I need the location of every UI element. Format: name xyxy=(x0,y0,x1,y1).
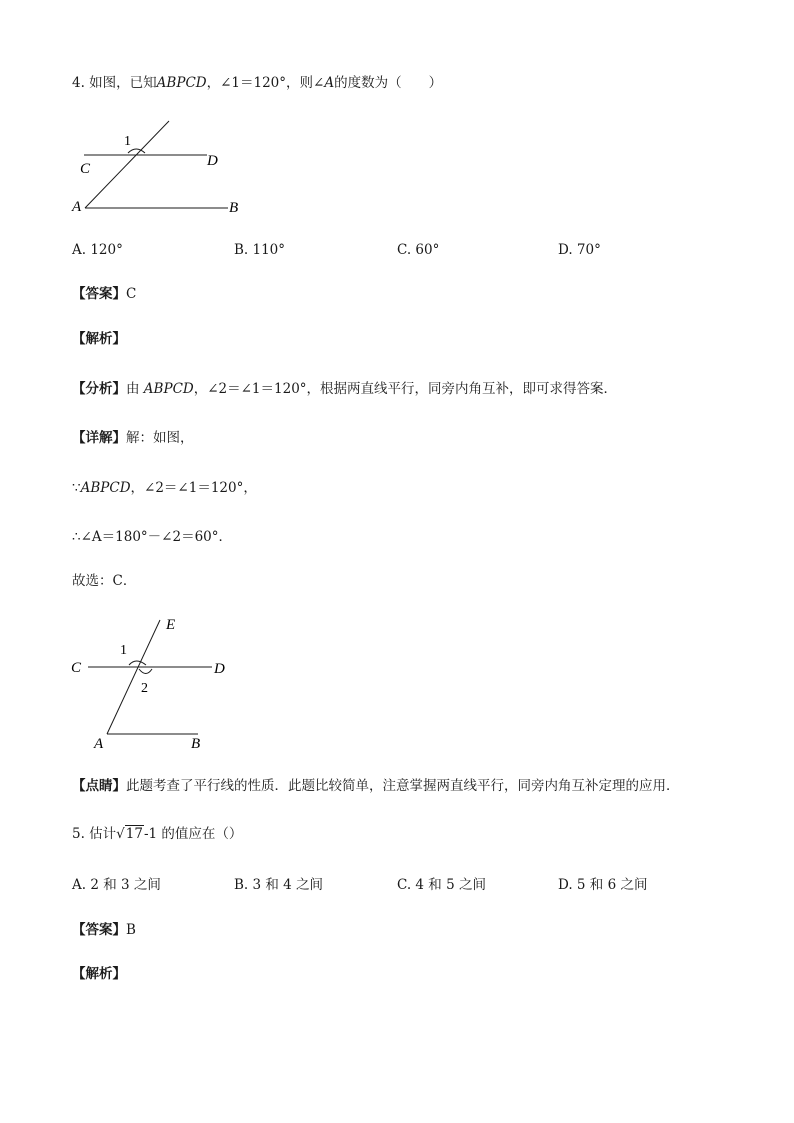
fenxi-ab: AB xyxy=(143,381,164,397)
detail-text: 解：如图， xyxy=(126,430,194,446)
q4-option-d: D. 70° xyxy=(558,242,601,258)
q5-option-a: A. 2 和 3 之间 xyxy=(72,877,161,893)
label-one: 1 xyxy=(124,134,131,149)
fenxi-pre: 由 xyxy=(126,381,144,397)
label-e: E xyxy=(166,617,176,633)
fenxi-cd: CD xyxy=(172,381,194,397)
label-b-2: B xyxy=(191,736,201,752)
fenxi-tag: 【分析】 xyxy=(72,381,126,397)
q5-answer-value: B xyxy=(126,922,136,938)
angle-1-arc xyxy=(128,149,145,153)
q5-analysis-heading xyxy=(72,965,126,983)
answer-value: C xyxy=(126,286,137,302)
q4-stem xyxy=(72,74,442,92)
q4-stem-ab: AB xyxy=(156,75,177,91)
angle-2-arc xyxy=(139,669,152,674)
label-d-2: D xyxy=(214,661,225,677)
radical-sign: √ xyxy=(116,826,125,842)
q4-stem-a: A xyxy=(324,75,335,91)
q4-option-c: C. 60° xyxy=(397,242,440,258)
q5-option-c: C. 4 和 5 之间 xyxy=(397,877,486,893)
sqrt-symbol xyxy=(116,825,144,843)
label-two: 2 xyxy=(141,681,148,696)
q5-analysis-tag: 【解析】 xyxy=(72,966,126,982)
comment-text: 此题考查了平行线的性质．此题比较简单，注意掌握两直线平行，同旁内角互补定理的应用． xyxy=(126,778,680,794)
q5-radicand: 17 xyxy=(125,826,143,842)
q5-stem-prefix: 5. 估计 xyxy=(72,826,117,842)
angle-1-arc-2 xyxy=(129,661,146,665)
q4-choose-line: 故选：C． xyxy=(72,573,137,589)
q5-answer-tag: 【答案】 xyxy=(72,922,126,938)
answer-tag: 【答案】 xyxy=(72,286,126,302)
detail-tag: 【详解】 xyxy=(72,430,126,446)
fenxi-parallel: P xyxy=(163,381,173,397)
q4-analysis-heading xyxy=(72,330,126,348)
q5-stem xyxy=(72,825,242,843)
q4-fenxi xyxy=(72,380,617,398)
label-b: B xyxy=(229,200,239,216)
label-a: A xyxy=(72,199,82,215)
analysis-tag: 【解析】 xyxy=(72,331,126,347)
because-ab: AB xyxy=(80,480,101,496)
q4-answer xyxy=(72,285,136,303)
q4-stem-suffix: 的度数为（ ） xyxy=(334,75,443,91)
label-c: C xyxy=(80,161,91,177)
q4-stem-prefix: 4. 如图，已知 xyxy=(72,75,157,91)
line-transversal-2 xyxy=(107,620,160,734)
q5-answer xyxy=(72,921,136,939)
fenxi-text: ，∠2＝∠1＝120°，根据两直线平行，同旁内角互补，即可求得答案． xyxy=(193,381,618,397)
because-text: ，∠2＝∠1＝120°， xyxy=(130,480,257,496)
q4-because-line xyxy=(72,479,257,497)
q4-parallel-symbol: P xyxy=(176,75,186,91)
q4-option-b: B. 110° xyxy=(234,242,286,258)
because-symbol: ∵ xyxy=(72,480,81,496)
q4-stem-cd: CD xyxy=(185,75,207,91)
because-cd: CD xyxy=(109,480,131,496)
q5-option-b: B. 3 和 4 之间 xyxy=(234,877,324,893)
q4-comment xyxy=(72,777,680,795)
q5-option-d: D. 5 和 6 之间 xyxy=(558,877,648,893)
q4-detail xyxy=(72,429,194,447)
because-parallel: P xyxy=(100,480,110,496)
q4-figure-2 xyxy=(66,612,246,754)
q4-stem-mid: ，∠1＝120°，则∠ xyxy=(206,75,325,91)
comment-tag: 【点睛】 xyxy=(72,778,126,794)
q5-stem-suffix: -1 的值应在（） xyxy=(143,826,243,842)
label-d: D xyxy=(207,153,218,169)
label-c-2: C xyxy=(71,660,82,676)
label-one-2: 1 xyxy=(120,643,127,658)
q4-figure xyxy=(66,115,256,220)
q4-therefore-line: ∴∠A＝180°－∠2＝60°． xyxy=(72,529,232,545)
q4-option-a: A. 120° xyxy=(72,242,123,258)
label-a-2: A xyxy=(94,736,104,752)
